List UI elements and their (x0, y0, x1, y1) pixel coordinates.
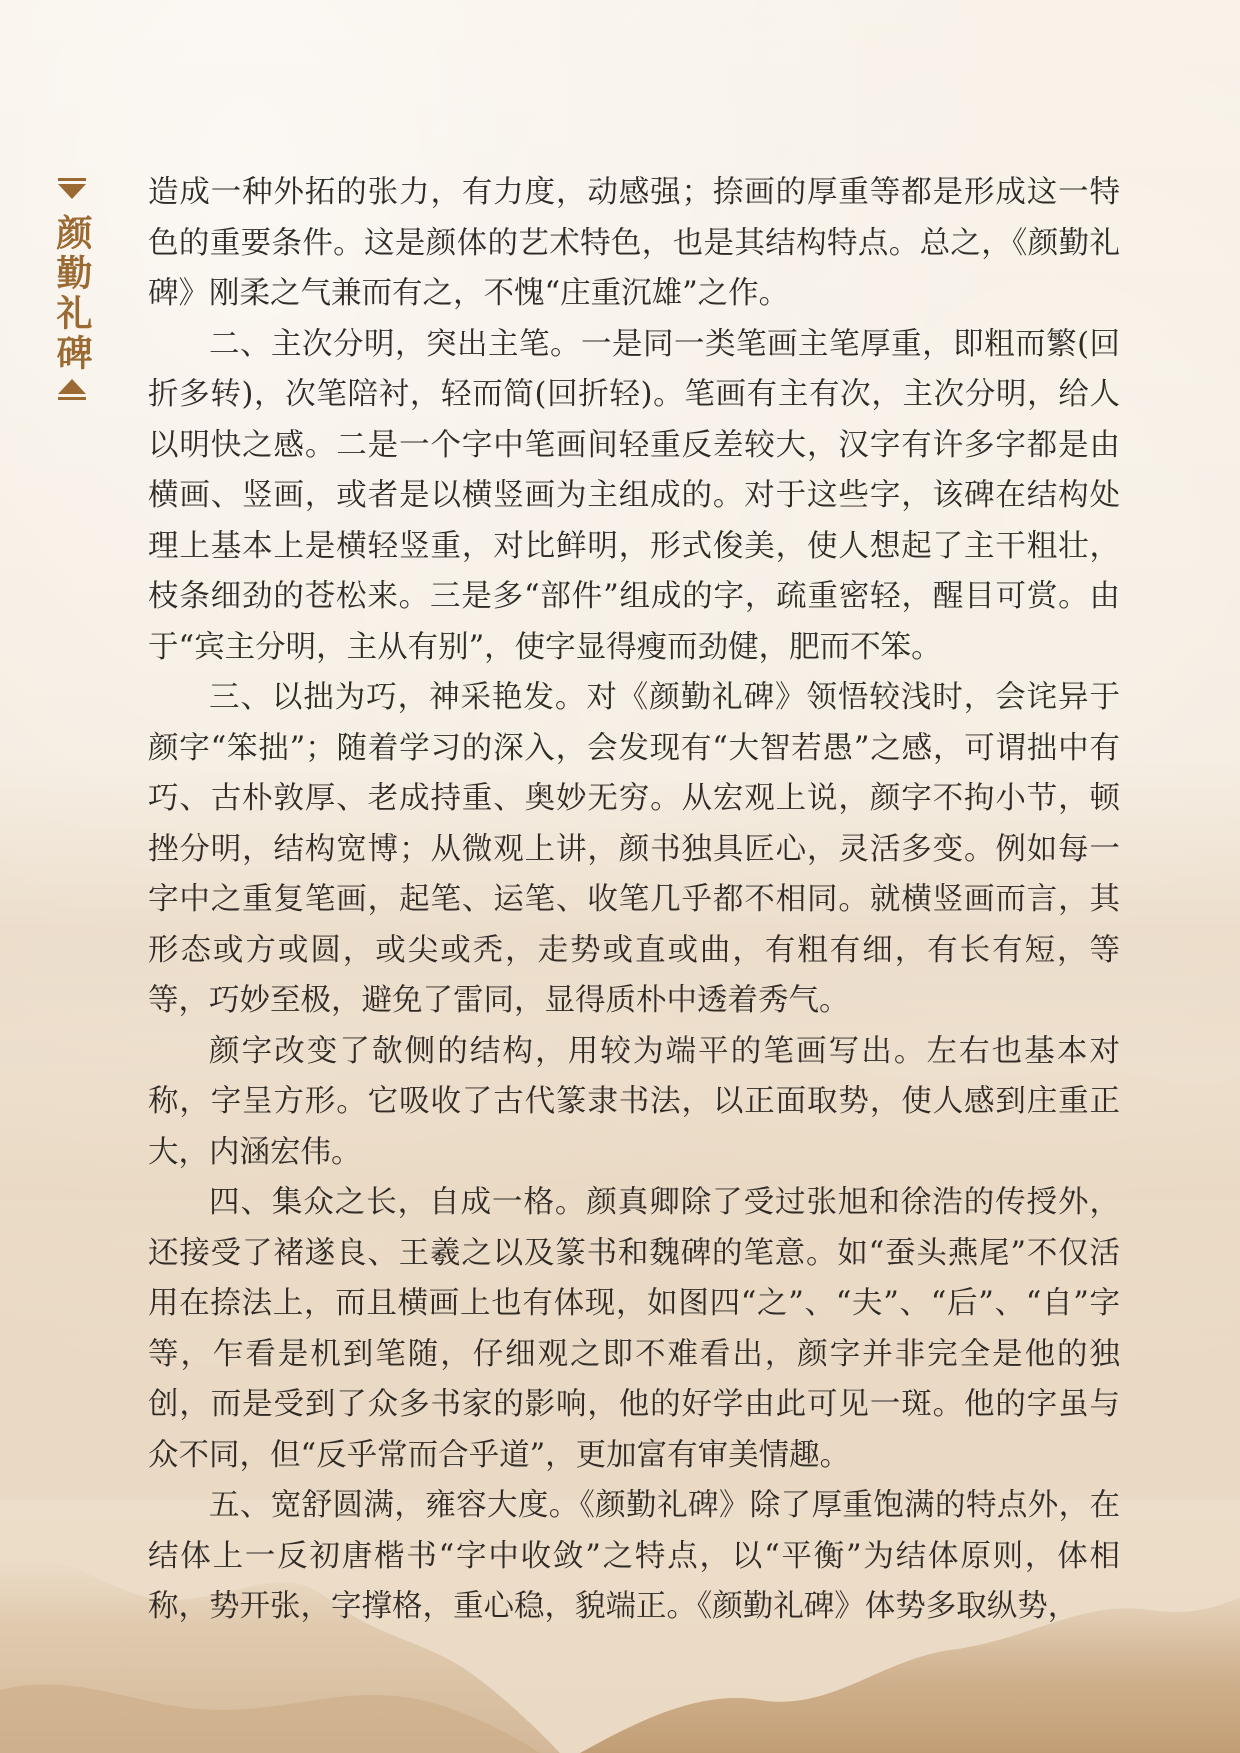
paragraph-6: 五、宽舒圆满，雍容大度。《颜勤礼碑》除了厚重饱满的特点外，在结体上一反初唐楷书“字中收敛”之特点，以“平衡”为结体原则，体相称，势开张，字撑格，重心稳，貌端正。《颜勤礼碑》体势多取纵势， (148, 1488, 1120, 1624)
body-text (148, 168, 1120, 1633)
paragraph-2: 二、主次分明，突出主笔。一是同一类笔画主笔厚重，即粗而繁(回折多转)，次笔陪衬，轻而简(回折轻)。笔画有主有次，主次分明，给人以明快之感。二是一个字中笔画间轻重反差较大，汉字有许多字都是由横画、竖画，或者是以横竖画为主组成的。对于这些字，该碑在结构处理上基本上是横轻竖重，对比鲜明，形式俊美，使人想起了主干粗壮，枝条细劲的苍松来。三是多“部件”组成的字，疏重密轻，醒目可赏。由于“宾主分明，主从有别”，使字显得瘦而劲健，肥而不笨。 (148, 326, 1120, 665)
side-title-text: 颜勤礼碑 (51, 214, 93, 374)
side-title (52, 178, 92, 406)
triangle-down-icon (58, 178, 86, 200)
paragraph-5: 四、集众之长，自成一格。颜真卿除了受过张旭和徐浩的传授外，还接受了褚遂良、王羲之以及篆书和魏碑的笔意。如“蚕头燕尾”不仅活用在捺法上，而且横画上也有体现，如图四“之”、“夫”、“后”、“自”字等，乍看是机到笔随，仔细观之即不难看出，颜字并非完全是他的独创，而是受到了众多书家的影响，他的好学由此可见一斑。他的字虽与众不同，但“反乎常而合乎道”，更加富有审美情趣。 (148, 1185, 1120, 1473)
paragraph-1: 造成一种外拓的张力，有力度，动感强；捺画的厚重等都是形成这一特色的重要条件。这是颜体的艺术特色，也是其结构特点。总之，《颜勤礼碑》刚柔之气兼而有之，不愧“庄重沉雄”之作。 (148, 175, 1120, 311)
triangle-up-icon (58, 378, 86, 400)
paragraph-3: 三、以拙为巧，神采艳发。对《颜勤礼碑》领悟较浅时，会诧异于颜字“笨拙”；随着学习的深入，会发现有“大智若愚”之感，可谓拙中有巧、古朴敦厚、老成持重、奥妙无穷。从宏观上说，颜字不拘小节，顿挫分明，结构宽博；从微观上讲，颜书独具匠心，灵活多变。例如每一字中之重复笔画，起笔、运笔、收笔几乎都不相同。就横竖画而言，其形态或方或圆，或尖或秃，走势或直或曲，有粗有细，有长有短，等等，巧妙至极，避免了雷同，显得质朴中透着秀气。 (148, 680, 1120, 1018)
paragraph-4: 颜字改变了欹侧的结构，用较为端平的笔画写出。左右也基本对称，字呈方形。它吸收了古代篆隶书法，以正面取势，使人感到庄重正大，内涵宏伟。 (148, 1033, 1120, 1170)
